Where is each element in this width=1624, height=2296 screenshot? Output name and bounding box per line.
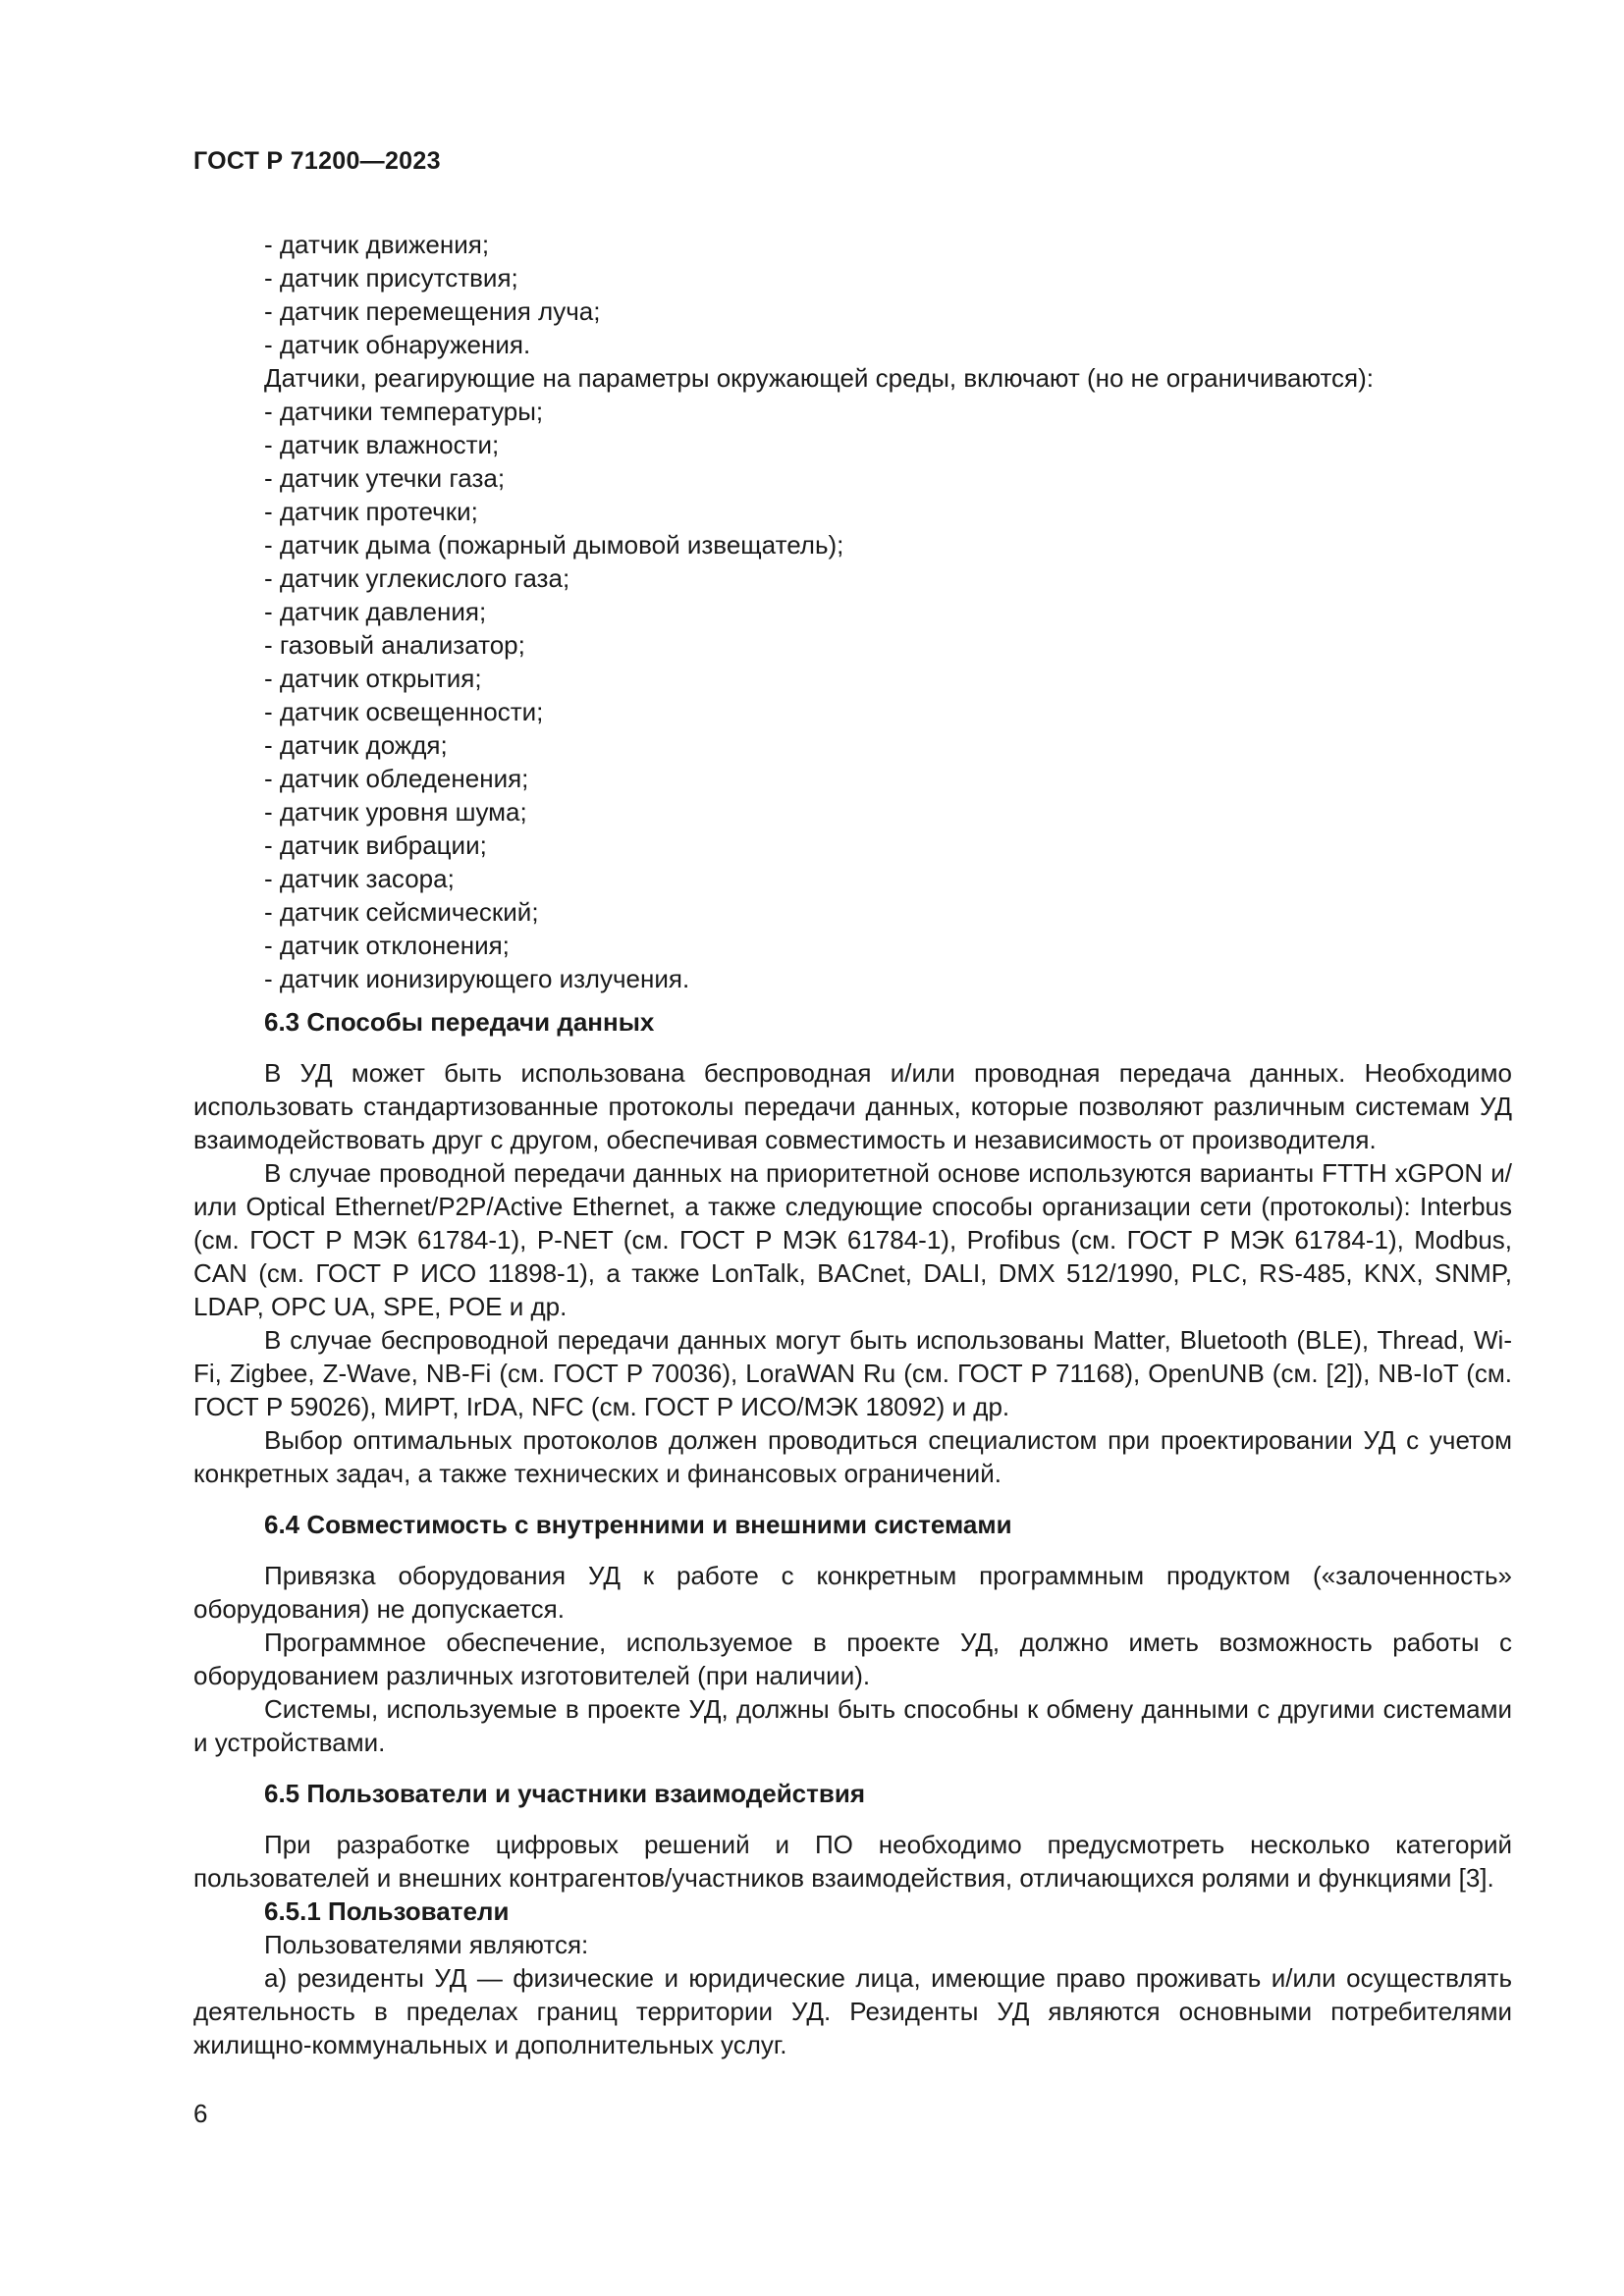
paragraph: Пользователями являются:	[264, 1930, 589, 1959]
paragraph: В случае беспроводной передачи данных могут быть использованы Matter, Bluetooth (BLE), Thread, Wi-Fi, Zigbee, Z-Wave, NB-Fi (см. ГОСТ Р 70036), LoraWAN Ru (см. ГОСТ Р 71168), OpenUNB (см. [2]), NB-IoT (см. ГОСТ Р 59026), МИРТ, IrDA, NFC (см. ГОСТ Р ИСО/МЭК 18092) и др.	[193, 1325, 1512, 1421]
list-item: - датчик ионизирующего излучения.	[264, 964, 690, 993]
list-item: - датчик давления;	[264, 597, 487, 626]
list-item: - датчик отклонения;	[264, 931, 510, 960]
list-item: - датчик протечки;	[264, 497, 478, 526]
list-item: - датчик освещенности;	[264, 697, 544, 726]
list-item: - датчики температуры;	[264, 397, 544, 426]
list-item: - датчик вибрации;	[264, 830, 487, 860]
list-item: - датчик присутствия;	[264, 263, 518, 293]
list-item: - датчик утечки газа;	[264, 463, 506, 493]
sensor-list	[264, 228, 1511, 995]
list-item: - датчик перемещения луча;	[264, 296, 601, 326]
list-item: - датчик обнаружения.	[264, 330, 531, 359]
section-title-6-3: 6.3 Способы передачи данных	[264, 1007, 655, 1037]
list-item: - датчик дождя;	[264, 730, 448, 760]
list-item: - датчик влажности;	[264, 430, 500, 459]
list-item: - датчик дыма (пожарный дымовой извещатель);	[264, 530, 844, 560]
list-intro: Датчики, реагирующие на параметры окружающей среды, включают (но не ограничиваются):	[264, 363, 1375, 393]
page-number: 6	[193, 2099, 208, 2128]
document-header: ГОСТ Р 71200—2023	[193, 147, 441, 175]
paragraph: а) резиденты УД — физические и юридические лица, имеющие право проживать и/или осуществлять деятельность в пределах границ территории УД. Резиденты УД являются основными потребителями жилищно-коммунальных и дополнительных услуг.	[193, 1963, 1512, 2059]
list-item: - датчик сейсмический;	[264, 897, 539, 927]
section-title-6-5: 6.5 Пользователи и участники взаимодействия	[264, 1779, 866, 1808]
paragraph: При разработке цифровых решений и ПО необходимо предусмотреть несколько категорий пользователей и внешних контрагентов/участников взаимодействия, отличающихся ролями и функциями [3].	[193, 1830, 1512, 1893]
subsection-title-6-5-1: 6.5.1 Пользователи	[264, 1896, 510, 1926]
paragraph: В УД может быть использована беспроводная и/или проводная передача данных. Необходимо использовать стандартизованные протоколы передачи данных, которые позволяют различным системам УД взаимодействовать друг с другом, обеспечивая совместимость и независимость от производителя.	[193, 1058, 1512, 1154]
list-item: - датчик углекислого газа;	[264, 563, 570, 593]
paragraph: Системы, используемые в проекте УД, должны быть способны к обмену данными с другими системами и устройствами.	[193, 1694, 1512, 1757]
document-body	[193, 1005, 1512, 2061]
paragraph: В случае проводной передачи данных на приоритетной основе используются варианты FTTH xGPON и/или Optical Ethernet/P2P/Active Ethernet, а также следующие способы организации сети (протоколы): Interbus (см. ГОСТ Р МЭК 61784-1), P-NET (см. ГОСТ Р МЭК 61784-1), Profibus (см. ГОСТ Р МЭК 61784-1), Modbus, CAN (см. ГОСТ Р ИСО 11898-1), а также LonTalk, BACnet, DALI, DMX 512/1990, PLC, RS-485, KNX, SNMP, LDAP, OPC UA, SPE, POE и др.	[193, 1158, 1512, 1321]
paragraph: Выбор оптимальных протоколов должен проводиться специалистом при проектировании УД с учетом конкретных задач, а также технических и финансовых ограничений.	[193, 1425, 1512, 1488]
list-item: - датчик движения;	[264, 230, 490, 259]
list-item: - датчик уровня шума;	[264, 797, 527, 827]
list-item: - датчик засора;	[264, 864, 455, 893]
list-item: - газовый анализатор;	[264, 630, 525, 660]
paragraph: Программное обеспечение, используемое в проекте УД, должно иметь возможность работы с оборудованием различных изготовителей (при наличии).	[193, 1628, 1512, 1690]
paragraph: Привязка оборудования УД к работе с конкретным программным продуктом («залоченность» оборудования) не допускается.	[193, 1561, 1512, 1624]
list-item: - датчик открытия;	[264, 664, 482, 693]
list-item: - датчик обледенения;	[264, 764, 529, 793]
section-title-6-4: 6.4 Совместимость с внутренними и внешними системами	[264, 1510, 1012, 1539]
